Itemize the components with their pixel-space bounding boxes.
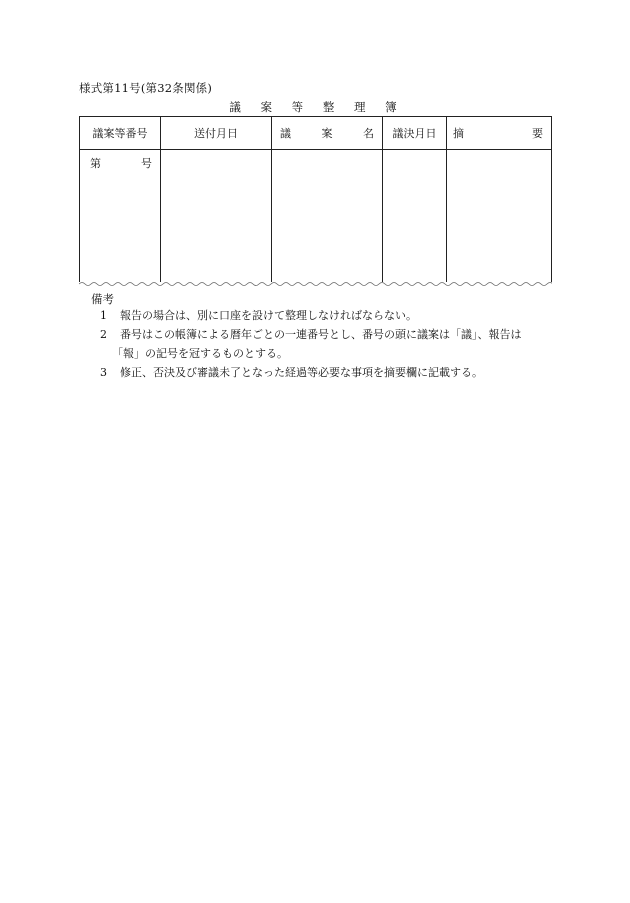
table-continuation-wave xyxy=(79,280,552,288)
document-title: 議 案 等 整 理 簿 xyxy=(229,100,405,114)
register-table xyxy=(79,116,552,282)
header-row xyxy=(80,117,552,150)
remark-continuation: 「報」の記号を冠するものとする。 xyxy=(112,347,288,360)
remark-number: 3 xyxy=(100,366,107,379)
col-header-summary-char1: 摘 xyxy=(453,127,464,140)
col-header-bill-number xyxy=(80,117,161,150)
remarks-list xyxy=(100,306,560,382)
col-header-sent-date xyxy=(161,117,272,150)
col-header-bill-name xyxy=(272,117,383,150)
remark-item xyxy=(100,325,560,344)
col-header-bill-number-label: 議案等番号 xyxy=(92,127,148,140)
cell-bill-number xyxy=(80,150,161,283)
col-header-sent-date-label: 送付月日 xyxy=(194,127,238,140)
remark-text: 修正、否決及び審議未了となった経過等必要な事項を摘要欄に記載する。 xyxy=(120,366,483,379)
remark-item xyxy=(100,306,560,325)
col-header-resolution-date xyxy=(383,117,447,150)
remark-number: 2 xyxy=(100,328,107,341)
col-header-bill-name-char1: 議 xyxy=(280,127,291,140)
remark-text: 番号はこの帳簿による暦年ごとの一連番号とし、番号の頭に議案は「議」、報告は xyxy=(120,328,522,341)
col-header-bill-name-char2: 案 xyxy=(321,127,333,140)
remark-number: 1 xyxy=(100,309,107,322)
cell-sent-date xyxy=(161,150,272,283)
cell-summary xyxy=(447,150,552,283)
form-number-label: 様式第11号(第32条関係) xyxy=(79,81,213,95)
number-prefix: 第 xyxy=(90,157,101,170)
col-header-summary-char2: 要 xyxy=(532,127,543,140)
col-header-summary xyxy=(447,117,552,150)
table-row xyxy=(80,150,552,283)
remark-item xyxy=(100,363,560,382)
col-header-resolution-date-label: 議決月日 xyxy=(392,127,437,140)
remarks-heading: 備考 xyxy=(91,292,114,306)
number-suffix: 号 xyxy=(141,157,152,170)
remark-text: 報告の場合は、別に口座を設けて整理しなければならない。 xyxy=(120,309,417,322)
col-header-bill-name-char3: 名 xyxy=(363,127,374,140)
cell-bill-name xyxy=(272,150,383,283)
cell-resolution-date xyxy=(383,150,447,283)
